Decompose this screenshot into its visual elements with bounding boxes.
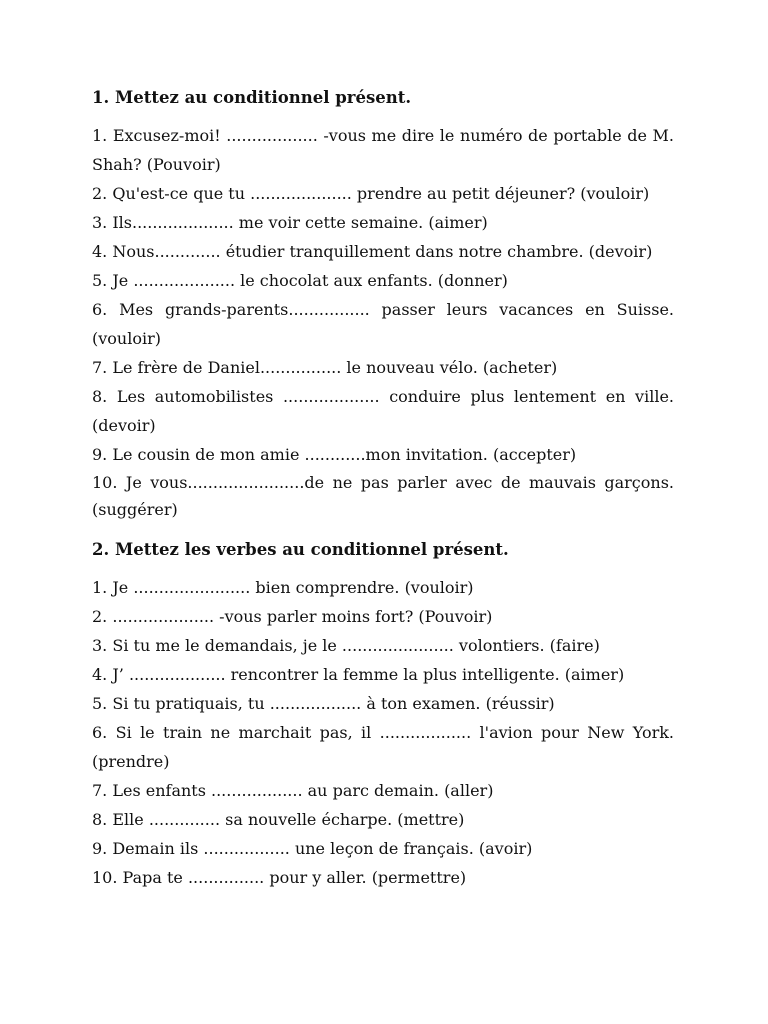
exercise-2-title: 2. Mettez les verbes au conditionnel présent. (92, 540, 509, 559)
exercise-1-item-10: 10. Je vous.......................de ne pas parler avec de mauvais garçons. (suggérer) (92, 473, 674, 519)
exercise-2-item-7: 7. Les enfants .................. au parc demain. (aller) (92, 781, 494, 800)
exercise-1-item-7: 7. Le frère de Daniel................ le nouveau vélo. (acheter) (92, 358, 558, 377)
exercise-1-item-3: 3. Ils.................... me voir cette semaine. (aimer) (92, 213, 488, 232)
exercise-1 (92, 86, 674, 523)
exercise-2-item-5: 5. Si tu pratiquais, tu .................. à ton examen. (réussir) (92, 694, 555, 713)
exercise-1-item-5: 5. Je .................... le chocolat aux enfants. (donner) (92, 271, 508, 290)
exercise-2 (92, 538, 674, 892)
exercise-1-item-9: 9. Le cousin de mon amie ............mon invitation. (accepter) (92, 445, 577, 464)
exercise-1-item-1: 1. Excusez-moi! .................. -vous me dire le numéro de portable de M. Shah? (Pouvoir) (92, 126, 674, 174)
exercise-2-item-10: 10. Papa te ............... pour y aller. (permettre) (92, 868, 467, 887)
exercise-2-item-4: 4. J’ ................... rencontrer la femme la plus intelligente. (aimer) (92, 665, 625, 684)
exercise-2-item-9: 9. Demain ils ................. une leçon de français. (avoir) (92, 839, 533, 858)
exercise-1-item-8: 8. Les automobilistes ................... conduire plus lentement en ville. (devoir) (92, 387, 674, 435)
exercise-2-item-8: 8. Elle .............. sa nouvelle écharpe. (mettre) (92, 810, 465, 829)
exercise-1-title: 1. Mettez au conditionnel présent. (92, 88, 412, 107)
exercise-2-item-6: 6. Si le train ne marchait pas, il .................. l'avion pour New York. (prendre) (92, 723, 674, 771)
exercise-2-item-2: 2. .................... -vous parler moins fort? (Pouvoir) (92, 607, 493, 626)
exercise-2-item-3: 3. Si tu me le demandais, je le ...................... volontiers. (faire) (92, 636, 600, 655)
exercise-1-item-6: 6. Mes grands-parents................ passer leurs vacances en Suisse. (vouloir) (92, 300, 674, 348)
exercise-1-item-4: 4. Nous............. étudier tranquillement dans notre chambre. (devoir) (92, 242, 653, 261)
exercise-2-item-1: 1. Je ....................... bien comprendre. (vouloir) (92, 578, 474, 597)
exercise-1-item-2: 2. Qu'est-ce que tu .................... prendre au petit déjeuner? (vouloir) (92, 184, 650, 203)
